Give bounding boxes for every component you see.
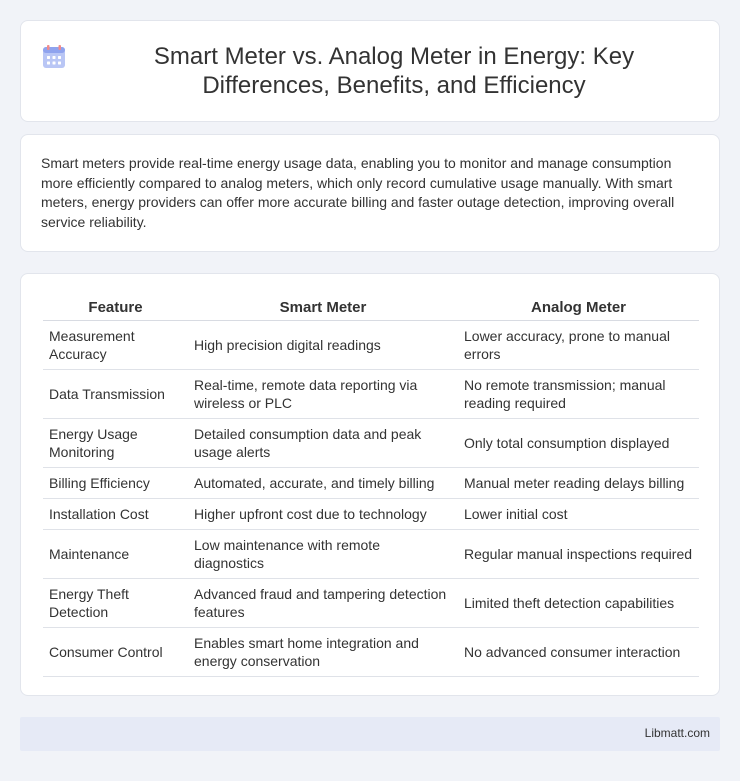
page-title: Smart Meter vs. Analog Meter in Energy: Key Differences, Benefits, and Efficiency — [153, 43, 635, 99]
intro-paragraph: Smart meters provide real-time energy usage data, enabling you to monitor and manage consumption more efficiently compared to analog meters, which only record cumulative usage manually. With smart meters, energy providers can offer more accurate billing and faster outage detection, improving overall service reliability. — [41, 155, 675, 230]
table-row — [43, 579, 699, 628]
analog-meter-cell: No advanced consumer interaction — [458, 628, 699, 677]
header-analog-meter: Analog Meter — [458, 292, 699, 321]
smart-meter-cell: Higher upfront cost due to technology — [188, 499, 458, 530]
table-row — [43, 321, 699, 370]
header-smart-meter: Smart Meter — [188, 292, 458, 321]
smart-meter-cell: Automated, accurate, and timely billing — [188, 468, 458, 499]
feature-cell: Billing Efficiency — [43, 468, 188, 499]
smart-meter-cell: High precision digital readings — [188, 321, 458, 370]
feature-cell: Consumer Control — [43, 628, 188, 677]
analog-meter-cell: Lower accuracy, prone to manual errors — [458, 321, 699, 370]
smart-meter-cell: Real-time, remote data reporting via wireless or PLC — [188, 370, 458, 419]
comparison-card — [20, 273, 720, 696]
feature-cell: Energy Theft Detection — [43, 579, 188, 628]
feature-cell: Installation Cost — [43, 499, 188, 530]
analog-meter-cell: No remote transmission; manual reading required — [458, 370, 699, 419]
smart-meter-cell: Low maintenance with remote diagnostics — [188, 530, 458, 579]
smart-meter-cell: Detailed consumption data and peak usage alerts — [188, 419, 458, 468]
title-card — [20, 20, 720, 122]
table-row — [43, 530, 699, 579]
table-row — [43, 499, 699, 530]
table-row — [43, 419, 699, 468]
analog-meter-cell: Only total consumption displayed — [458, 419, 699, 468]
analog-meter-cell: Regular manual inspections required — [458, 530, 699, 579]
feature-cell: Data Transmission — [43, 370, 188, 419]
smart-meter-cell: Advanced fraud and tampering detection features — [188, 579, 458, 628]
footer-site-link[interactable]: Libmatt.com — [644, 726, 710, 740]
header-feature: Feature — [43, 292, 188, 321]
intro-card — [20, 134, 720, 252]
footer-bar — [20, 717, 720, 751]
feature-cell: Maintenance — [43, 530, 188, 579]
table-header-row — [43, 292, 699, 321]
comparison-table — [43, 292, 699, 677]
analog-meter-cell: Limited theft detection capabilities — [458, 579, 699, 628]
table-row — [43, 468, 699, 499]
table-row — [43, 370, 699, 419]
smart-meter-cell: Enables smart home integration and energy conservation — [188, 628, 458, 677]
feature-cell: Energy Usage Monitoring — [43, 419, 188, 468]
calendar-grid-icon — [41, 44, 67, 70]
feature-cell: Measurement Accuracy — [43, 321, 188, 370]
title-wrap — [21, 21, 719, 121]
analog-meter-cell: Lower initial cost — [458, 499, 699, 530]
table-row — [43, 628, 699, 677]
analog-meter-cell: Manual meter reading delays billing — [458, 468, 699, 499]
